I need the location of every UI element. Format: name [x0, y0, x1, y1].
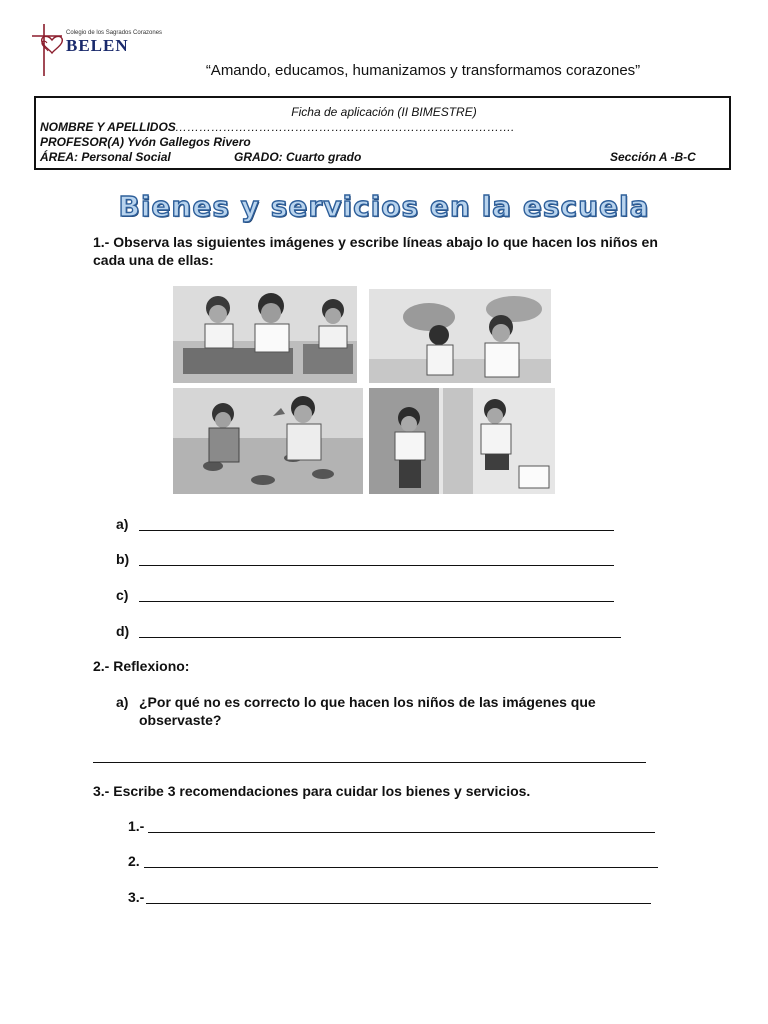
name-label: NOMBRE Y APELLIDOS [40, 120, 176, 134]
question-1: 1.- Observa las siguientes imágenes y escribe líneas abajo lo que hacen los niños en cada una de ellas: [93, 234, 658, 268]
question-2a-text: ¿Por qué no es correcto lo que hacen los niños de las imágenes que observaste? [139, 694, 596, 728]
answer-label-b: b) [116, 551, 130, 567]
illustration-writing-on-wall [369, 388, 555, 494]
worksheet-title: Ficha de aplicación (II BIMESTRE) [291, 105, 477, 119]
illustration-water-splashing [369, 289, 551, 383]
question-2: 2.- Reflexiono: [93, 658, 190, 674]
answer-line-d[interactable] [139, 637, 621, 638]
school-motto: “Amando, educamos, humanizamos y transformamos corazones” [205, 62, 641, 79]
illustration-pulling-plants [173, 388, 363, 494]
answer-line-c[interactable] [139, 601, 614, 602]
answer-label-c: c) [116, 587, 129, 603]
answer-line-b[interactable] [139, 565, 614, 566]
recommendation-line-1[interactable] [148, 832, 655, 833]
name-field-dots: …………………………………………………………………………. [175, 120, 515, 134]
recommendation-label-1: 1.- [128, 818, 145, 834]
illustration-desk-scratching [173, 286, 357, 383]
grade-label: GRADO: Cuarto grado [234, 150, 362, 164]
answer-label-a: a) [116, 516, 129, 532]
question-3: 3.- Escribe 3 recomendaciones para cuidar los bienes y servicios. [93, 783, 531, 799]
section-label: Sección A -B-C [610, 150, 696, 164]
logo-name: BELEN [66, 36, 129, 55]
teacher-label: PROFESOR(A) Yvón Gallegos Rivero [40, 135, 251, 149]
logo-subtitle: Colegio de los Sagrados Corazones [66, 30, 163, 36]
recommendation-label-2: 2. [128, 853, 140, 869]
page-title: Bienes y servicios en la escuela [118, 190, 650, 223]
recommendation-line-2[interactable] [144, 867, 658, 868]
recommendation-label-3: 3.- [128, 889, 145, 905]
answer-line-a[interactable] [139, 530, 614, 531]
question-2a-label: a) [116, 694, 129, 710]
illustration-grid [173, 286, 555, 496]
recommendation-line-3[interactable] [146, 903, 651, 904]
answer-line-q2[interactable] [93, 762, 646, 763]
answer-label-d: d) [116, 623, 130, 639]
area-label: ÁREA: Personal Social [40, 150, 171, 164]
